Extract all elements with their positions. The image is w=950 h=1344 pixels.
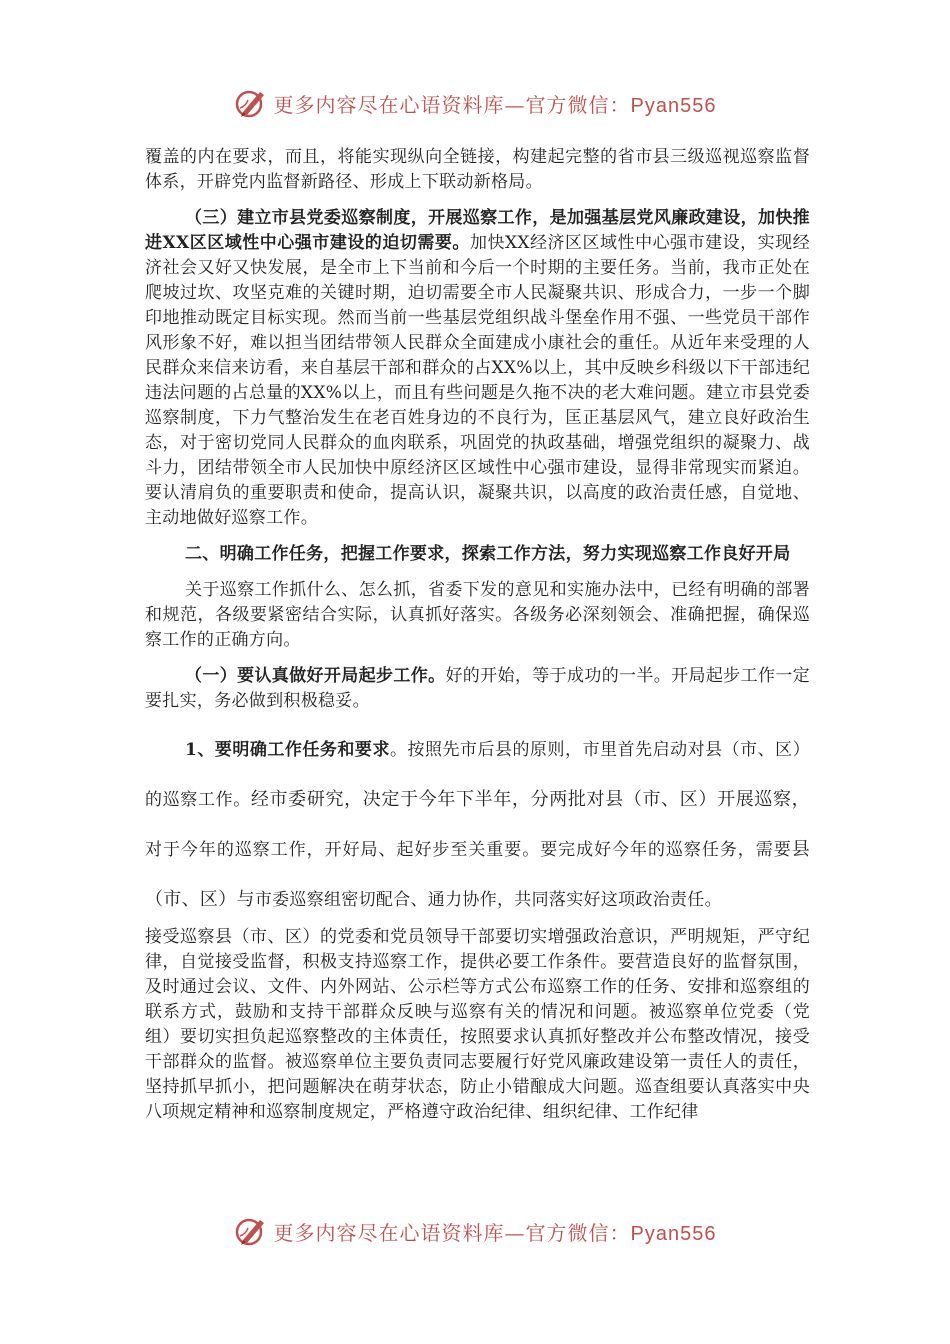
section-heading: 二、明确工作任务，把握工作要求，探索工作方法，努力实现巡察工作良好开局 — [185, 544, 791, 564]
paragraph: （一）要认真做好开局起步工作。好的开始，等于成功的一半。开局起步工作一定要扎实，务必做到积极稳妥。 — [145, 666, 810, 711]
paragraph: 关于巡察工作抓什么、怎么抓，省委下发的意见和实施办法中，已经有明确的部署和规范，各级要紧密结合实际，认真抓好落实。各级务必深刻领会、准确把握，确保巡察工作的正确方向。 — [145, 580, 810, 650]
footer-banner — [0, 1211, 950, 1251]
paragraph: 覆盖的内在要求，而且，将能实现纵向全链接，构建起完整的省市县三级巡视巡察监督体系，开辟党内监督新路径、形成上下联动新格局。 — [145, 147, 810, 192]
banner-text: 更多内容尽在心语资料库—官方微信：Pyan556 — [273, 1220, 717, 1245]
pen-logo-icon — [234, 1214, 268, 1248]
paragraph: （三）建立市县党委巡察制度，开展巡察工作，是加强基层党风廉政建设，加快推进XX区区域性中心强市建设的迫切需要。加快XX经济区区域性中心强市建设，实现经济社会又好又快发展，是全市上下当前和今后一个时期的主要任务。当前，我市正处在爬坡过坎、攻坚克难的关键时期，迫切需要全市人民凝聚共识、形成合力，一步一个脚印地推动既定目标实现。然而当前一些基层党组织战斗堡垒作用不强、一些党员干部作风形象不好，难以担当团结带领人民群众全面建成小康社会的重任。从近年来受理的人民群众来信来访看，来自基层干部和群众的占XX%以上，其中反映乡科级以下干部违纪违法问题的占总量的XX%以上，而且有些问题是久拖不决的老大难问题。建立市县党委巡察制度，下力气整治发生在老百姓身边的不良行为，匡正基层风气，建立良好政治生态，对于密切党同人民群众的血肉联系，巩固党的执政基础，增强党组织的凝聚力、战斗力，团结带领全市人民加快中原经济区区域性中心强市建设，显得非常现实而紧迫。要认清肩负的重要职责和使命，提高认识，凝聚共识，以高度的政治责任感，自觉地、主动地做好巡察工作。 — [145, 208, 810, 528]
header-banner — [0, 83, 950, 123]
pen-logo-icon — [234, 86, 268, 120]
document-body — [145, 145, 810, 1136]
paragraph: 1、要明确工作任务和要求。按照先市后县的原则，市里首先启动对县（市、区）的巡察工作。经市委研究，决定于今年下半年，分两批对县（市、区）开展巡察，对于今年的巡察工作，开好局、起好步至关重要。要完成好今年的巡察任务，需要县（市、区）与市委巡察组密切配合、通力协作，共同落实好这项政治责任。 — [145, 740, 810, 910]
banner-text: 更多内容尽在心语资料库—官方微信：Pyan556 — [273, 92, 717, 117]
paragraph: 接受巡察县（市、区）的党委和党员领导干部要切实增强政治意识，严明规矩，严守纪律，自觉接受监督，积极支持巡察工作，提供必要工作条件。要营造良好的监督氛围，及时通过会议、文件、内外网站、公示栏等方式公布巡察工作的任务、安排和巡察组的联系方式，鼓励和支持干部群众反映与巡察有关的情况和问题。被巡察单位党委（党组）要切实担负起巡察整改的主体责任，按照要求认真抓好整改并公布整改情况，接受干部群众的监督。被巡察单位主要负责同志要履行好党风廉政建设第一责任人的责任，坚持抓早抓小，把问题解决在萌芽状态，防止小错酿成大问题。巡查组要认真落实中央八项规定精神和巡察制度规定，严格遵守政治纪律、组织纪律、工作纪律 — [145, 927, 810, 1122]
